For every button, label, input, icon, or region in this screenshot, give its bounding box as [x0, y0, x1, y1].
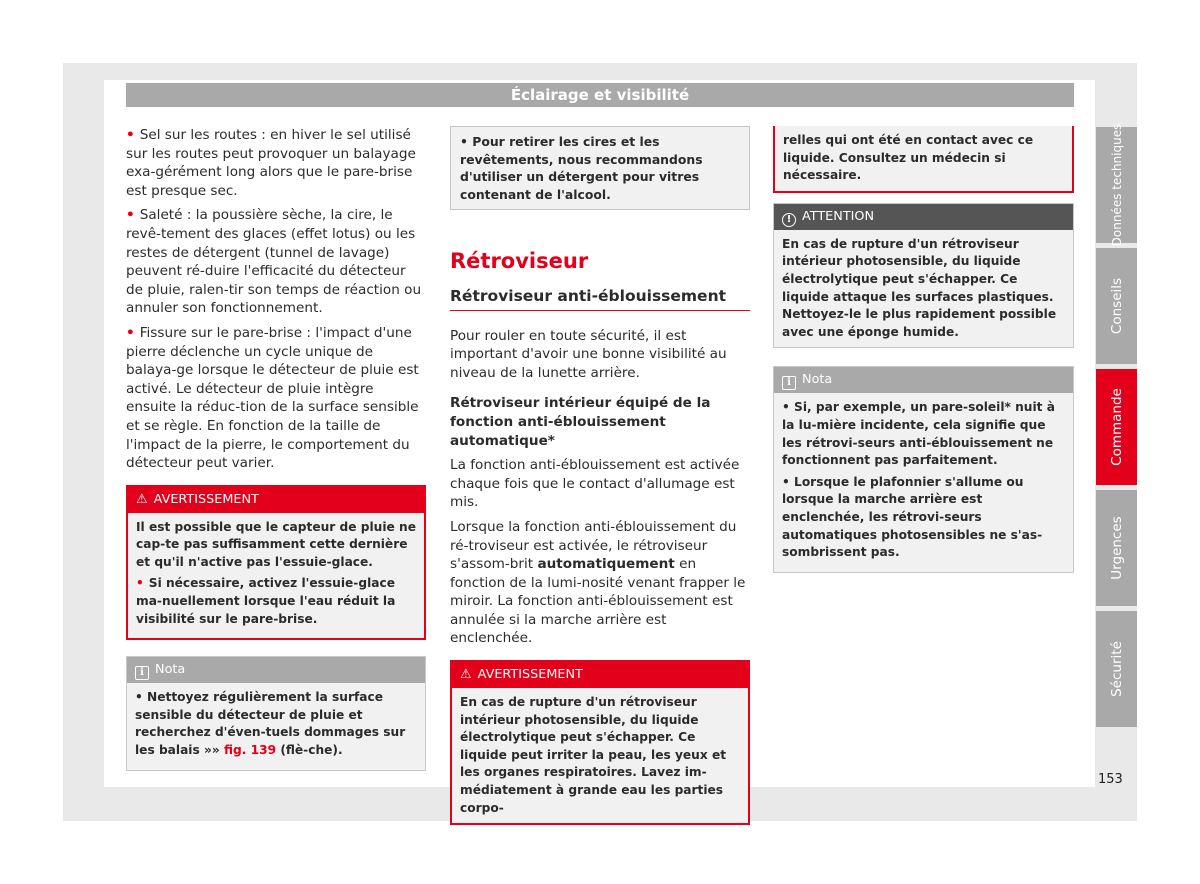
info-icon: i	[135, 666, 149, 680]
column-1	[126, 126, 426, 771]
warning-box-mirror	[450, 660, 750, 825]
tip-bullet: •	[460, 134, 473, 149]
warning-text-2: • Si nécessaire, activez l'essuie-glace ma-nuellement lorsque l'eau réduit la visibilité sur le pare-brise.	[136, 575, 416, 628]
note-item-1-text: Si, par exemple, un pare-soleil* nuit à la lu-mière incidente, cela signifie que les rétrovi-seurs anti-éblouissement ne fonctionnent pas parfaitement.	[782, 400, 1055, 468]
tab-label: Sécurité	[1108, 641, 1125, 697]
warning-triangle-icon: ⚠	[460, 667, 472, 683]
note-bullet-dot: •	[782, 474, 795, 489]
note-bullet-dot: •	[135, 690, 148, 705]
attention-title: ATTENTION	[802, 208, 875, 224]
paragraph-auto-dim	[450, 518, 750, 648]
section-title: Rétroviseur	[450, 249, 589, 274]
note-header	[127, 657, 425, 683]
warning-text-1: Il est possible que le capteur de pluie ne cap-te pas suffisamment cette dernière et qu'il n'active pas l'essuie-glace.	[136, 519, 416, 569]
auto-dim-part-1: Lorsque la fonction anti-éblouissement du ré-troviseur est activée, le rétroviseur s'assom-brit	[450, 518, 737, 573]
attention-body: En cas de rupture d'un rétroviseur intérieur photosensible, du liquide électrolytique peut s'échapper. Ce liquide attaque les surfaces plastiques. Nettoyez-le le plus rapidement possible avec une éponge humide.	[774, 230, 1073, 348]
tab-label: Données techniques	[1109, 123, 1124, 247]
bullet-crack: • Fissure sur le pare-brise : l'impact d'une pierre déclenche un cycle unique de balaya-ge lorsque le détecteur de pluie est activé. Le détecteur de pluie intègre ensuite la réduc-tion de la surface sensible et se règle. En fonction de la taille de l'impact de la pierre, le comportement du détecteur peut varier.	[126, 324, 426, 473]
warning-header	[128, 487, 424, 513]
figure-link[interactable]: fig. 139	[223, 743, 277, 758]
chapter-header: Éclairage et visibilité	[126, 83, 1074, 107]
page-number: 153	[1098, 772, 1123, 787]
tab-label: Commande	[1108, 388, 1125, 466]
warning-header	[452, 662, 748, 688]
note-bullet-dot: •	[782, 400, 795, 415]
tab-label: Urgences	[1108, 516, 1125, 580]
intro-paragraph: Pour rouler en toute sécurité, il est important d'avoir une bonne visibilité au niveau de la lunette arrière.	[450, 327, 727, 381]
note-body	[127, 683, 425, 769]
cross-ref-arrows: »»	[203, 743, 220, 758]
paragraph-activation: La fonction anti-éblouissement est activée chaque fois que le contact d'allumage est mis.	[450, 457, 740, 511]
warning-title: AVERTISSEMENT	[477, 667, 583, 683]
bullet-salt: • Sel sur les routes : en hiver le sel utilisé sur les routes peut provoquer un balayage exa-gérément long alors que le pare-brise est presque sec.	[126, 126, 426, 200]
auto-dim-part-2: en fonction de la lumi-nosité venant frapper le miroir. La fonction anti-éblouissement est annulée si la marche arrière est enclenchée.	[450, 556, 746, 647]
note-body	[774, 393, 1073, 571]
note-header	[774, 367, 1073, 393]
tab-label: Conseils	[1108, 277, 1125, 335]
cleaning-tip-text: Pour retirer les cires et les revêtements, nous recommandons d'utiliser un détergent pour vitres contenant de l'alcool.	[460, 134, 703, 202]
note-text	[135, 689, 417, 759]
note-title: Nota	[802, 372, 833, 388]
warning-continued-text: relles qui ont été en contact avec ce liquide. Consultez un médecin si nécessaire.	[775, 126, 1072, 191]
warning-triangle-icon: ⚠	[136, 491, 148, 507]
subsection-title: Rétroviseur anti-éblouissement	[450, 287, 750, 311]
column-3	[773, 126, 1074, 573]
warning-body: En cas de rupture d'un rétroviseur intérieur photosensible, du liquide électrolytique peut s'échapper. Ce liquide peut irriter la peau, les yeux et les organes respiratoires. Lavez im-médiatement à grande eau les parties corpo-	[452, 688, 748, 823]
exclamation-icon: !	[782, 213, 796, 227]
bullet-dirt: • Saleté : la poussière sèche, la cire, le revê-tement des glaces (effet lotus) ou les restes de détergent (tunnel de lavage) peuvent ré-duire l'efficacité du détecteur de pluie, ralen-tir son temps de réaction ou annuler son fonctionnement.	[126, 206, 426, 318]
attention-box	[773, 203, 1074, 349]
tab-donnees-techniques[interactable]	[1096, 123, 1137, 247]
note-end: (flè-che).	[280, 743, 343, 758]
tab-urgences[interactable]	[1096, 490, 1137, 606]
note-title: Nota	[155, 662, 186, 678]
tab-commande[interactable]	[1096, 369, 1137, 485]
note-item-1	[782, 399, 1065, 469]
warning-body	[128, 513, 424, 639]
info-icon: i	[782, 376, 796, 390]
warning-title: AVERTISSEMENT	[153, 491, 259, 507]
note-main: Nettoyez régulièrement la surface sensible du détecteur de pluie et recherchez d'éven-tuels dommages sur les balais	[135, 690, 406, 758]
note-box-clean-sensor	[126, 656, 426, 770]
note-box-mirror	[773, 366, 1074, 572]
auto-dim-bold: automatiquement	[537, 556, 675, 573]
tab-conseils[interactable]	[1096, 248, 1137, 364]
tab-securite[interactable]	[1096, 611, 1137, 727]
note-item-2	[782, 474, 1065, 562]
warning-box-continued	[773, 126, 1074, 193]
warning-box-rain-sensor	[126, 485, 426, 641]
note-item-2-text: Lorsque le plafonnier s'allume ou lorsque la marche arrière est enclenchée, les rétrovi-seurs automatiques photosensibles ne s'as-sombrissent pas.	[782, 474, 1043, 560]
attention-header	[774, 204, 1073, 230]
cleaning-tip-box	[450, 126, 750, 210]
bold-heading: Rétroviseur intérieur équipé de la fonction anti-éblouissement automatique*	[450, 395, 711, 449]
column-2	[450, 126, 750, 839]
